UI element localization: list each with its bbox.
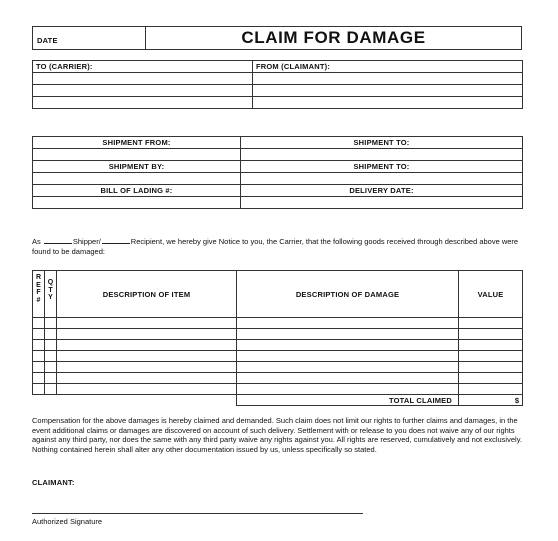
shipment-to-label: SHIPMENT TO:: [241, 137, 523, 149]
header-box: [32, 26, 522, 50]
compensation-paragraph: Compensation for the above damages is hereby claimed and demanded. Such claim does not limit our rights to further claims and damages, in the event additional claims or damages are discovered on account of such delivery. Settlement with or release to you does not waive any of our rights against any third party, nor does the same with any third party waive any rights against you. All rights are reserved, cumulatively and not exclusively. Nothing contained herein shall alter any other documentation issued by us, unless specifically so stated.: [32, 416, 522, 454]
total-row: [33, 395, 523, 406]
date-field[interactable]: [33, 27, 146, 50]
qty-cell[interactable]: [45, 318, 57, 329]
shipment-to-field-2[interactable]: [241, 173, 523, 185]
desc-damage-cell[interactable]: [237, 318, 459, 329]
delivery-date-label: DELIVERY DATE:: [241, 185, 523, 197]
ref-cell[interactable]: [33, 373, 45, 384]
desc-damage-cell[interactable]: [237, 362, 459, 373]
parties-table: [32, 60, 523, 109]
carrier-line[interactable]: [33, 85, 253, 97]
value-cell[interactable]: [459, 384, 523, 395]
notice-text: [32, 237, 526, 256]
table-row: [33, 351, 523, 362]
desc-damage-cell[interactable]: [237, 373, 459, 384]
qty-cell[interactable]: [45, 329, 57, 340]
shipment-to-field[interactable]: [241, 149, 523, 161]
table-row: [33, 340, 523, 351]
notice-shipper: Shipper/: [72, 237, 101, 246]
shipment-from-label: SHIPMENT FROM:: [33, 137, 241, 149]
desc-damage-cell[interactable]: [237, 384, 459, 395]
ref-cell[interactable]: [33, 384, 45, 395]
qty-cell[interactable]: [45, 373, 57, 384]
table-row: [33, 362, 523, 373]
bill-of-lading-label: BILL OF LADING #:: [33, 185, 241, 197]
carrier-label: TO (CARRIER):: [33, 61, 253, 73]
desc-damage-cell[interactable]: [237, 329, 459, 340]
bill-of-lading-field[interactable]: [33, 197, 241, 209]
table-row: [33, 329, 523, 340]
ref-letter: F: [36, 289, 41, 296]
shipment-by-field[interactable]: [33, 173, 241, 185]
delivery-date-field[interactable]: [241, 197, 523, 209]
qty-letter: T: [48, 286, 53, 294]
desc-item-cell[interactable]: [57, 373, 237, 384]
ref-cell[interactable]: [33, 362, 45, 373]
desc-item-cell[interactable]: [57, 318, 237, 329]
shipment-table: [32, 136, 523, 209]
qty-header: [45, 271, 57, 318]
desc-damage-cell[interactable]: [237, 351, 459, 362]
value-cell[interactable]: [459, 362, 523, 373]
ref-cell[interactable]: [33, 318, 45, 329]
claimant-signature-label: CLAIMANT:: [32, 478, 75, 487]
claimant-line[interactable]: [253, 73, 523, 85]
notice-as: As: [32, 237, 41, 246]
date-label: DATE: [37, 36, 58, 45]
ref-letter: #: [36, 296, 41, 304]
total-spacer: [33, 395, 237, 406]
shipment-from-field[interactable]: [33, 149, 241, 161]
ref-cell[interactable]: [33, 329, 45, 340]
value-cell[interactable]: [459, 351, 523, 362]
claimant-line[interactable]: [253, 85, 523, 97]
ref-cell[interactable]: [33, 340, 45, 351]
table-row: [33, 373, 523, 384]
shipper-blank[interactable]: [44, 237, 72, 244]
claimant-label: FROM (CLAIMANT):: [253, 61, 523, 73]
desc-item-cell[interactable]: [57, 362, 237, 373]
ref-letter: R: [35, 274, 42, 281]
desc-item-cell[interactable]: [57, 329, 237, 340]
form-title: CLAIM FOR DAMAGE: [146, 27, 522, 50]
desc-item-cell[interactable]: [57, 351, 237, 362]
total-claimed-value[interactable]: $: [459, 395, 523, 406]
value-cell[interactable]: [459, 329, 523, 340]
desc-damage-header: DESCRIPTION OF DAMAGE: [237, 271, 459, 318]
claimant-line[interactable]: [253, 97, 523, 109]
desc-item-cell[interactable]: [57, 340, 237, 351]
ref-letter: E: [36, 281, 41, 289]
qty-letter: Q: [47, 279, 54, 286]
qty-letter: Y: [48, 294, 53, 301]
value-cell[interactable]: [459, 340, 523, 351]
qty-cell[interactable]: [45, 362, 57, 373]
value-cell[interactable]: [459, 373, 523, 384]
desc-item-header: DESCRIPTION OF ITEM: [57, 271, 237, 318]
ref-header: [33, 271, 45, 318]
table-row: [33, 384, 523, 395]
shipment-to-label-2: SHIPMENT TO:: [241, 161, 523, 173]
carrier-line[interactable]: [33, 97, 253, 109]
value-header: VALUE: [459, 271, 523, 318]
notice-rest: Recipient, we hereby give Notice to you, the Carrier, that the following goods received through described above were found to be damaged:: [32, 237, 519, 256]
signature-line[interactable]: [32, 513, 363, 514]
shipment-by-label: SHIPMENT BY:: [33, 161, 241, 173]
value-cell[interactable]: [459, 318, 523, 329]
ref-cell[interactable]: [33, 351, 45, 362]
desc-item-cell[interactable]: [57, 384, 237, 395]
qty-cell[interactable]: [45, 384, 57, 395]
qty-cell[interactable]: [45, 351, 57, 362]
desc-damage-cell[interactable]: [237, 340, 459, 351]
total-claimed-label: TOTAL CLAIMED: [237, 395, 459, 406]
qty-cell[interactable]: [45, 340, 57, 351]
table-row: [33, 318, 523, 329]
authorized-signature-label: Authorized Signature: [32, 517, 103, 526]
recipient-blank[interactable]: [102, 237, 130, 244]
items-table: [32, 270, 523, 406]
carrier-line[interactable]: [33, 73, 253, 85]
